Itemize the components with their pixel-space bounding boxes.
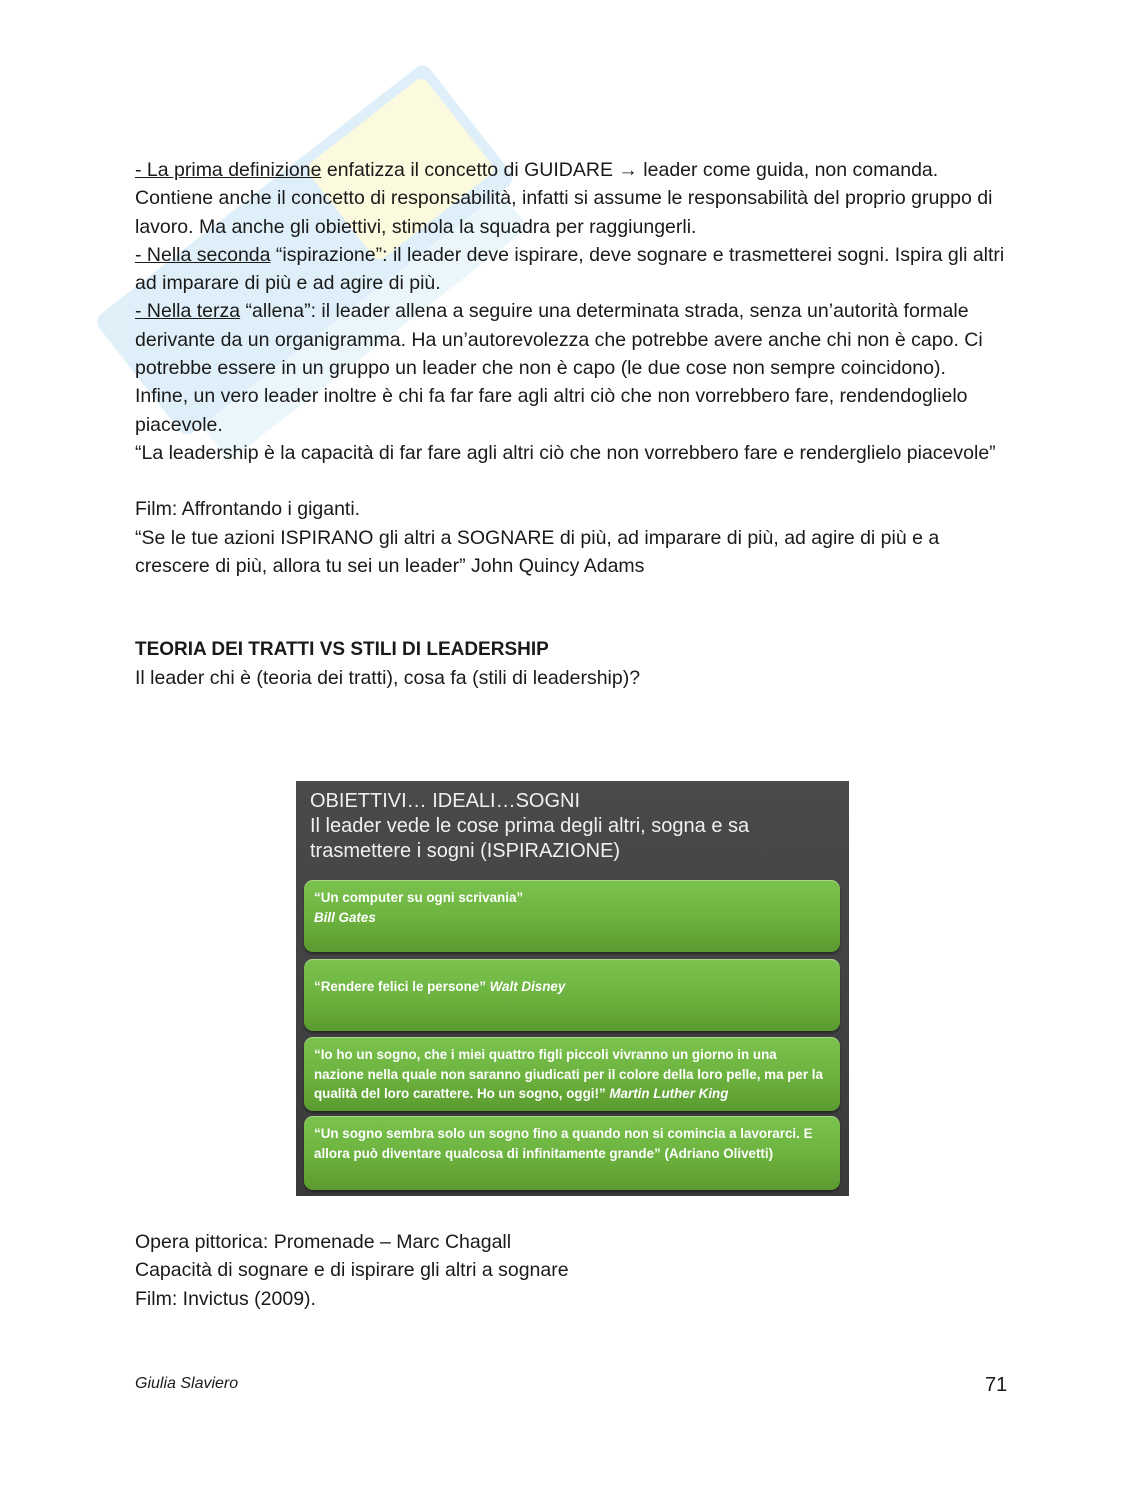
slide-title	[310, 789, 840, 864]
paragraph-film-giants: Film: Affrontando i giganti.	[135, 498, 361, 521]
paragraph-responsibility: Contiene anche il concetto di responsabilità, infatti si assume le responsabilità del proprio gruppo di lavoro. Ma anche gli obiettivi, stimola la squadra per raggiungerli.	[135, 187, 993, 238]
quote-box-king	[304, 1037, 840, 1111]
paragraph-true-leader: Infine, un vero leader inoltre è chi fa far fare agli altri ciò che non vorrebbero fare, rendendoglielo piacevole.	[135, 385, 968, 436]
quote-box-olivetti	[304, 1116, 840, 1190]
slide-title-line: trasmettere i sogni (ISPIRAZIONE)	[310, 840, 621, 862]
page-number: 71	[985, 1374, 1008, 1396]
paragraph-text: “allena”: il leader allena a seguire una determinata strada, senza un’autorità formale derivante da un organigramma. Ha un’autorevolezza che potrebbe avere anche chi non è capo. Ci potrebbe essere in un gruppo un leader che non è capo (le due cose non sempre coincidono).	[135, 300, 983, 380]
underlined-label-third: - Nella terza	[135, 300, 241, 323]
quote-box-disney	[304, 959, 840, 1031]
slide-title-line: Il leader vede le cose prima degli altri, sogna e sa	[310, 815, 750, 837]
paragraph-first-definition	[135, 156, 1015, 184]
quote-author: Walt Disney	[489, 979, 566, 994]
spacer	[135, 580, 1015, 636]
paragraph-text: enfatizza il concetto di GUIDARE → leader come guida, non comanda.	[321, 159, 939, 181]
footer-author: Giulia Slaviero	[135, 1375, 239, 1392]
quote-text: “Rendere felici le persone”	[314, 979, 486, 994]
paragraph-painting: Opera pittorica: Promenade – Marc Chagall	[135, 1231, 512, 1253]
quote-box-gates	[304, 880, 840, 952]
quote-text: “Io ho un sogno, che i miei quattro figli piccoli vivranno un giorno in una nazione nella quale non saranno giudicati per il colore della loro pelle, ma per la qualità del loro carattere. Ho un sogno, oggi!”	[314, 1047, 823, 1101]
quote-author: Martin Luther King	[609, 1086, 729, 1101]
paragraph-third-definition	[135, 297, 1015, 382]
underlined-label-second: - Nella seconda	[135, 243, 271, 266]
paragraph-second-definition	[135, 241, 1015, 298]
slide-image	[296, 781, 849, 1196]
slide-title-line: OBIETTIVI… IDEALI…SOGNI	[310, 790, 581, 812]
spacer	[135, 467, 1015, 495]
paragraph-adams-quote: “Se le tue azioni ISPIRANO gli altri a SOGNARE di più, ad imparare di più, ad agire di più e a crescere di più, allora tu sei un leader” John Quincy Adams	[135, 526, 940, 577]
section-heading: TEORIA DEI TRATTI VS STILI DI LEADERSHIP	[135, 639, 549, 661]
quote-text: “Un sogno sembra solo un sogno fino a quando non si comincia a lavorarci. E allora può diventare qualcosa di infinitamente grande” (Adriano Olivetti)	[314, 1126, 813, 1161]
paragraph-film-invictus: Film: Invictus (2009).	[135, 1287, 316, 1310]
paragraph-leadership-quote: “La leadership è la capacità di far fare agli altri ciò che non vorrebbero fare e renderglielo piacevole”	[135, 441, 996, 464]
main-text	[135, 156, 1015, 693]
after-slide-text	[135, 1228, 1015, 1313]
paragraph-dream-ability: Capacità di sognare e di ispirare gli altri a sognare	[135, 1259, 569, 1282]
section-subtitle: Il leader chi è (teoria dei tratti), cosa fa (stili di leadership)?	[135, 667, 641, 690]
underlined-label-first: - La prima definizione	[135, 159, 322, 181]
quote-text: “Un computer su ogni scrivania”	[314, 890, 524, 905]
quote-author: Bill Gates	[314, 909, 376, 925]
paragraph-text: “ispirazione”: il leader deve ispirare, deve sognare e trasmetterei sogni. Ispira gli altri ad imparare di più e ad agire di più.	[135, 243, 1005, 295]
